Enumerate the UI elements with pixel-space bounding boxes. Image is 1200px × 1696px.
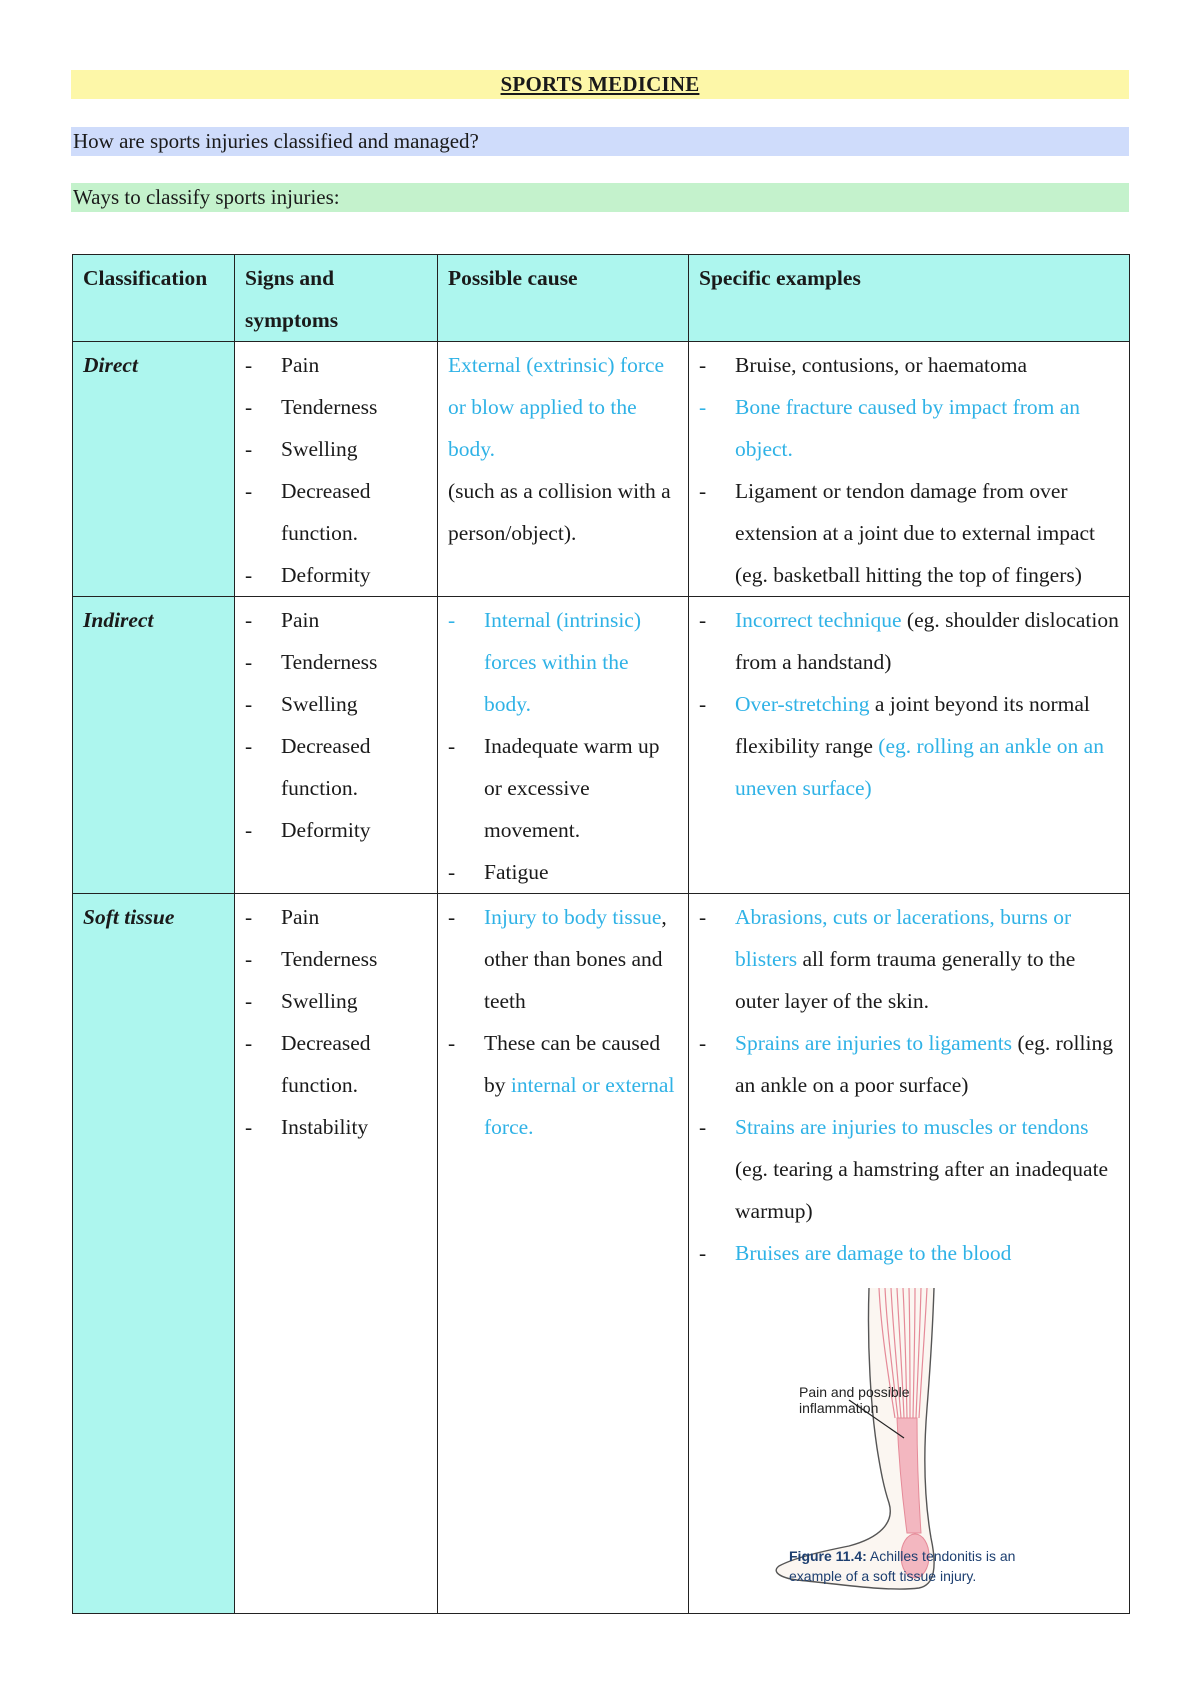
- signs-list: [245, 896, 427, 1148]
- signs-list: [245, 344, 427, 596]
- list-item: - Decreased function.: [245, 470, 427, 554]
- example-highlight: Strains are injuries to muscles or tendons: [735, 1115, 1089, 1139]
- list-item: [699, 1106, 1119, 1232]
- list-item: - Fatigue: [448, 851, 678, 893]
- list-item: - Bruise, contusions, or haematoma: [699, 344, 1119, 386]
- examples-cell: [689, 342, 1130, 597]
- list-item: - Deformity: [245, 809, 427, 851]
- list-item: - Ligament or tendon damage from over extension at a joint due to external impact (eg. basketball hitting the top of fingers): [699, 470, 1119, 596]
- cause-text: , other than bones and teeth: [484, 905, 667, 1013]
- example-text: (eg. rolling an ankle on a poor surface): [735, 1031, 1113, 1097]
- table-row: [73, 597, 1130, 894]
- example-highlight: Sprains are injuries to ligaments: [735, 1031, 1013, 1055]
- example-highlight: (eg. rolling an ankle on an uneven surface): [735, 734, 1104, 800]
- list-item: - Tenderness: [245, 386, 427, 428]
- examples-cell: [689, 597, 1130, 894]
- table-row: [73, 342, 1130, 597]
- cause-cell: [438, 894, 689, 1614]
- cause-highlight: Injury to body tissue: [484, 905, 662, 929]
- ways-heading: Ways to classify sports injuries:: [73, 185, 340, 209]
- list-item: - Deformity: [245, 554, 427, 596]
- example-highlight: Over-stretching: [735, 692, 870, 716]
- classification-direct: Direct: [73, 342, 235, 597]
- classification-soft-tissue: Soft tissue: [73, 894, 235, 1614]
- guiding-question: How are sports injuries classified and managed?: [73, 129, 479, 153]
- examples-list: [699, 896, 1119, 1274]
- question-band: [71, 127, 1129, 156]
- achilles-figure: [699, 1288, 1119, 1613]
- cause-text: (such as a collision with a person/object).: [448, 479, 671, 545]
- list-item: - Instability: [245, 1106, 427, 1148]
- list-item: [699, 1232, 1119, 1274]
- list-item: [699, 1022, 1119, 1106]
- cause-cell: [438, 597, 689, 894]
- classification-table: [72, 254, 1130, 1614]
- list-item: [699, 599, 1119, 683]
- cause-cell: [438, 342, 689, 597]
- ways-band: [71, 183, 1129, 212]
- cause-highlight: internal or external force.: [484, 1073, 675, 1139]
- example-highlight: Bruises are damage to the blood: [735, 1241, 1012, 1265]
- page-title: SPORTS MEDICINE: [500, 72, 700, 96]
- list-item: - Swelling: [245, 683, 427, 725]
- signs-list: [245, 599, 427, 851]
- list-item: - Swelling: [245, 980, 427, 1022]
- signs-cell: [235, 342, 438, 597]
- examples-list: [699, 599, 1119, 809]
- example-text: all form trauma generally to the outer layer of the skin.: [735, 947, 1076, 1013]
- header-examples: Specific examples: [689, 255, 1130, 342]
- list-item: - Pain: [245, 896, 427, 938]
- list-item: [699, 683, 1119, 809]
- list-item: - Bone fracture caused by impact from an object.: [699, 386, 1119, 470]
- list-item: - Pain: [245, 599, 427, 641]
- table-header-row: [73, 255, 1130, 342]
- example-text: (eg. shoulder dislocation from a handstand): [735, 608, 1119, 674]
- examples-list: [699, 344, 1119, 596]
- header-signs: Signs and symptoms: [235, 255, 438, 342]
- signs-cell: [235, 894, 438, 1614]
- cause-text-highlight: External (extrinsic) force or blow applied to the body.: [448, 353, 665, 461]
- list-item: - Tenderness: [245, 641, 427, 683]
- signs-cell: [235, 597, 438, 894]
- list-item: - Inadequate warm up or excessive movement.: [448, 725, 678, 851]
- examples-cell: [689, 894, 1130, 1614]
- title-band: [71, 70, 1129, 99]
- cause-text: These can be caused by: [484, 1031, 661, 1097]
- list-item: - Decreased function.: [245, 1022, 427, 1106]
- list-item: - Swelling: [245, 428, 427, 470]
- list-item: [448, 1022, 678, 1148]
- list-item: - Internal (intrinsic) forces within the body.: [448, 599, 678, 725]
- list-item: - Tenderness: [245, 938, 427, 980]
- example-highlight: Abrasions, cuts or lacerations, burns or blisters: [735, 905, 1072, 971]
- cause-list: [448, 896, 678, 1148]
- figure-caption-text: Achilles tendonitis is an example of a soft tissue injury.: [789, 1548, 1016, 1584]
- list-item: - Decreased function.: [245, 725, 427, 809]
- example-text: a joint beyond its normal flexibility range: [735, 692, 1090, 758]
- header-classification: Classification: [73, 255, 235, 342]
- list-item: - Pain: [245, 344, 427, 386]
- cause-list: [448, 599, 678, 893]
- example-text: (eg. tearing a hamstring after an inadequate warmup): [735, 1157, 1109, 1223]
- table-row: [73, 894, 1130, 1614]
- figure-caption-number: Figure 11.4:: [789, 1548, 867, 1564]
- header-cause: Possible cause: [438, 255, 689, 342]
- classification-indirect: Indirect: [73, 597, 235, 894]
- figure-caption: [789, 1546, 1049, 1586]
- list-item: [448, 896, 678, 1022]
- example-highlight: Incorrect technique: [735, 608, 902, 632]
- figure-pain-label: Pain and possible inflammation: [799, 1384, 910, 1416]
- list-item: [699, 896, 1119, 1022]
